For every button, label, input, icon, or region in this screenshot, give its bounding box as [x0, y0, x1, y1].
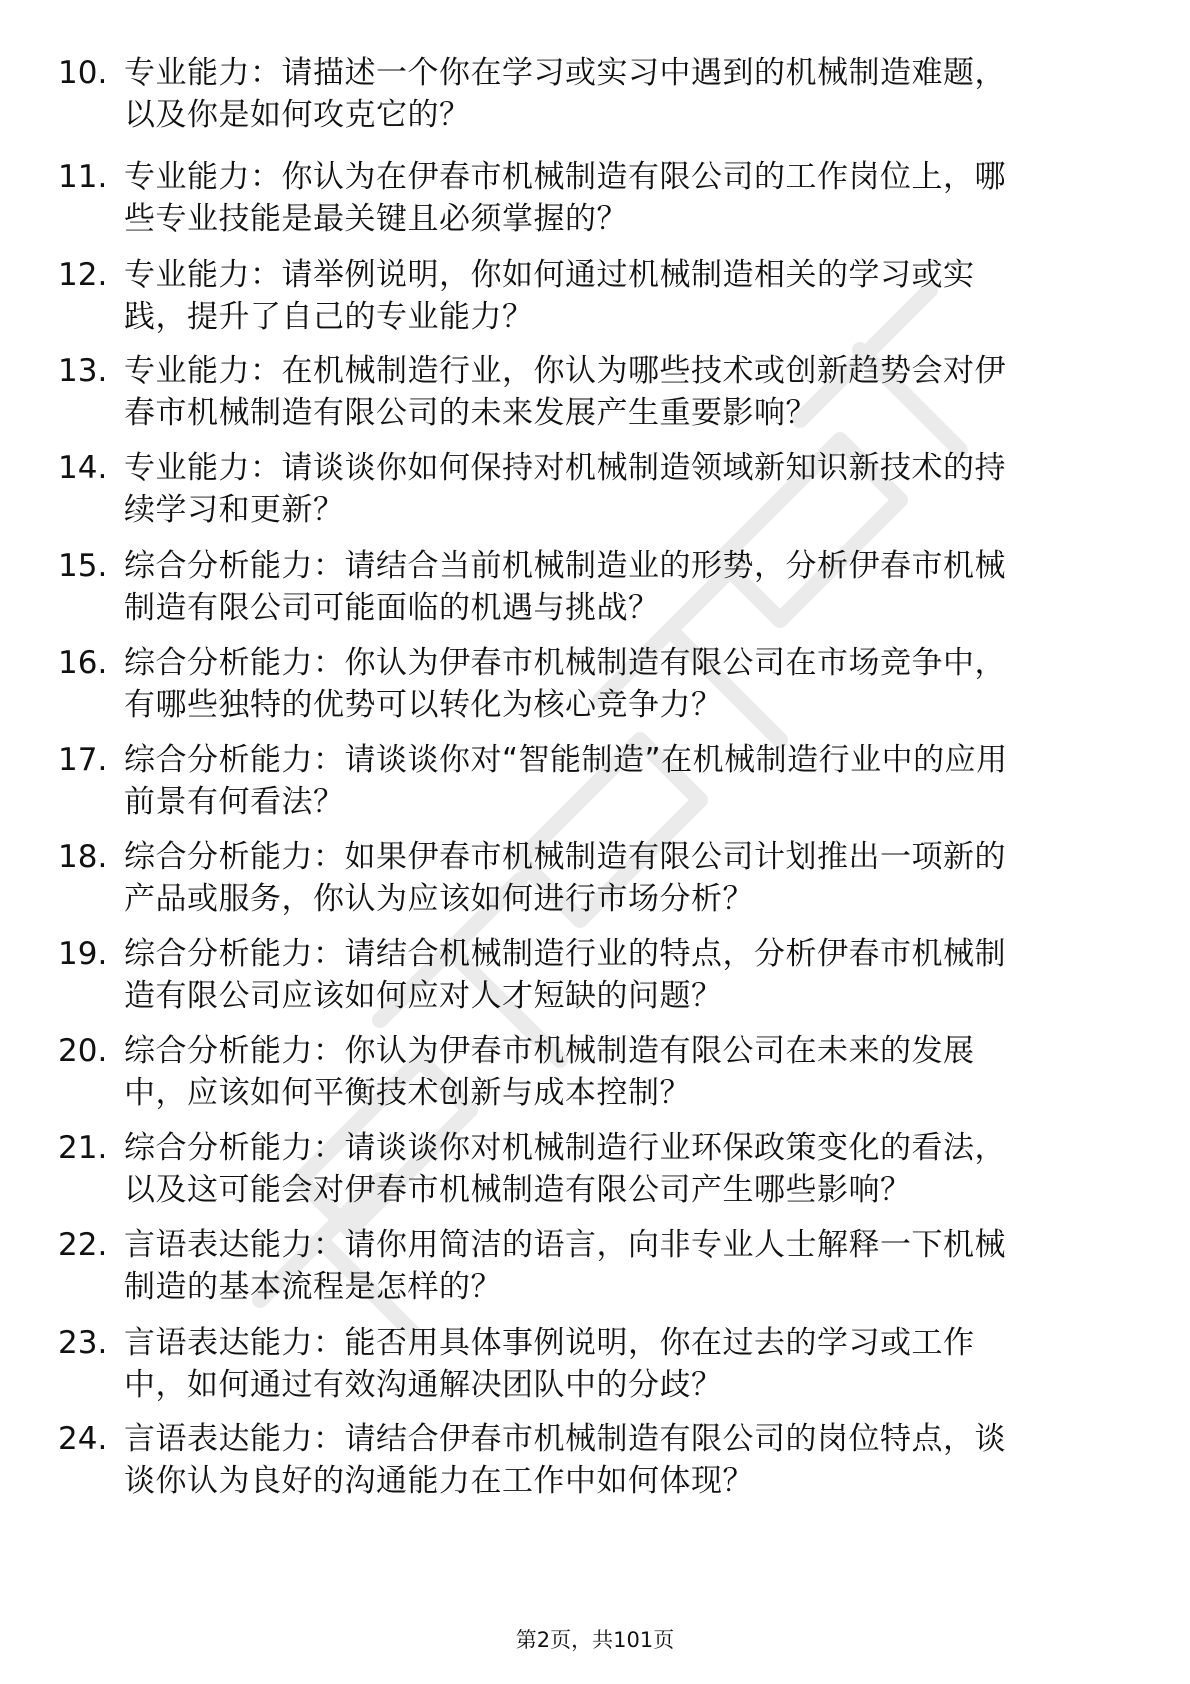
question-line-1: 综合分析能力：请结合当前机械制造业的形势，分析伊春市机械	[124, 548, 1006, 584]
question-item	[0, 156, 1190, 254]
question-item	[0, 642, 1190, 739]
question-item	[0, 1322, 1190, 1418]
question-line-2: 制造的基本流程是怎样的？	[124, 1269, 502, 1305]
question-text	[124, 52, 1124, 136]
question-number: 22.	[58, 1227, 108, 1263]
question-line-1: 言语表达能力：请结合伊春市机械制造有限公司的岗位特点，谈	[124, 1421, 1006, 1457]
question-line-2: 有哪些独特的优势可以转化为核心竞争力？	[124, 687, 723, 723]
question-line-2: 产品或服务，你认为应该如何进行市场分析？	[124, 881, 754, 917]
question-number: 10.	[58, 55, 108, 91]
question-line-2: 谈你认为良好的沟通能力在工作中如何体现？	[124, 1463, 754, 1499]
question-text	[124, 1224, 1124, 1308]
question-text	[124, 350, 1124, 434]
question-number: 19.	[58, 936, 108, 972]
question-line-2: 中，应该如何平衡技术创新与成本控制？	[124, 1075, 691, 1111]
question-line-2: 践，提升了自己的专业能力？	[124, 299, 534, 335]
question-text	[124, 1322, 1124, 1406]
question-line-1: 综合分析能力：你认为伊春市机械制造有限公司在市场竞争中，	[124, 645, 1006, 681]
question-number: 13.	[58, 353, 108, 389]
question-number: 24.	[58, 1421, 108, 1457]
question-text	[124, 1418, 1124, 1502]
question-number: 17.	[58, 742, 108, 778]
question-number: 12.	[58, 257, 108, 293]
question-item	[0, 933, 1190, 1030]
question-number: 14.	[58, 450, 108, 486]
question-text	[124, 933, 1124, 1017]
question-item	[0, 739, 1190, 836]
question-list	[0, 52, 1190, 1514]
question-item	[0, 52, 1190, 156]
question-line-1: 专业能力：请描述一个你在学习或实习中遇到的机械制造难题，	[124, 55, 1006, 91]
question-line-1: 专业能力：请举例说明，你如何通过机械制造相关的学习或实	[124, 257, 975, 293]
question-line-2: 制造有限公司可能面临的机遇与挑战？	[124, 590, 660, 626]
question-line-1: 综合分析能力：请结合机械制造行业的特点，分析伊春市机械制	[124, 936, 1006, 972]
question-item	[0, 447, 1190, 545]
question-line-1: 专业能力：你认为在伊春市机械制造有限公司的工作岗位上，哪	[124, 159, 1006, 195]
question-item	[0, 254, 1190, 350]
question-line-1: 言语表达能力：请你用简洁的语言，向非专业人士解释一下机械	[124, 1227, 1006, 1263]
question-item	[0, 545, 1190, 642]
question-text	[124, 447, 1124, 531]
question-line-2: 春市机械制造有限公司的未来发展产生重要影响？	[124, 395, 817, 431]
question-text	[124, 545, 1124, 629]
question-line-2: 前景有何看法？	[124, 784, 345, 820]
question-text	[124, 739, 1124, 823]
question-item	[0, 1418, 1190, 1514]
page-number-footer: 第2页，共101页	[515, 1628, 675, 1652]
question-line-2: 造有限公司应该如何应对人才短缺的问题？	[124, 978, 723, 1014]
question-number: 21.	[58, 1130, 108, 1166]
question-line-2: 中，如何通过有效沟通解决团队中的分歧？	[124, 1367, 723, 1403]
question-item	[0, 1127, 1190, 1224]
question-item	[0, 836, 1190, 933]
question-number: 20.	[58, 1033, 108, 1069]
question-text	[124, 1030, 1124, 1114]
question-number: 11.	[58, 159, 108, 195]
question-number: 15.	[58, 548, 108, 584]
question-number: 18.	[58, 839, 108, 875]
question-line-2: 以及这可能会对伊春市机械制造有限公司产生哪些影响？	[124, 1172, 912, 1208]
question-text	[124, 836, 1124, 920]
question-line-2: 续学习和更新？	[124, 492, 345, 528]
question-line-1: 综合分析能力：如果伊春市机械制造有限公司计划推出一项新的	[124, 839, 1006, 875]
question-text	[124, 1127, 1124, 1211]
question-line-1: 专业能力：在机械制造行业，你认为哪些技术或创新趋势会对伊	[124, 353, 1006, 389]
question-text	[124, 254, 1124, 338]
question-text	[124, 156, 1124, 240]
question-number: 23.	[58, 1325, 108, 1361]
question-item	[0, 1030, 1190, 1127]
question-text	[124, 642, 1124, 726]
question-line-2: 些专业技能是最关键且必须掌握的？	[124, 201, 628, 237]
question-item	[0, 1224, 1190, 1322]
question-line-1: 专业能力：请谈谈你如何保持对机械制造领域新知识新技术的持	[124, 450, 1006, 486]
question-number: 16.	[58, 645, 108, 681]
question-line-1: 言语表达能力：能否用具体事例说明，你在过去的学习或工作	[124, 1325, 975, 1361]
question-line-1: 综合分析能力：请谈谈你对机械制造行业环保政策变化的看法，	[124, 1130, 1006, 1166]
question-line-1: 综合分析能力：你认为伊春市机械制造有限公司在未来的发展	[124, 1033, 975, 1069]
question-line-2: 以及你是如何攻克它的？	[124, 97, 471, 133]
question-line-1: 综合分析能力：请谈谈你对“智能制造”在机械制造行业中的应用	[124, 742, 1008, 778]
question-item	[0, 350, 1190, 447]
